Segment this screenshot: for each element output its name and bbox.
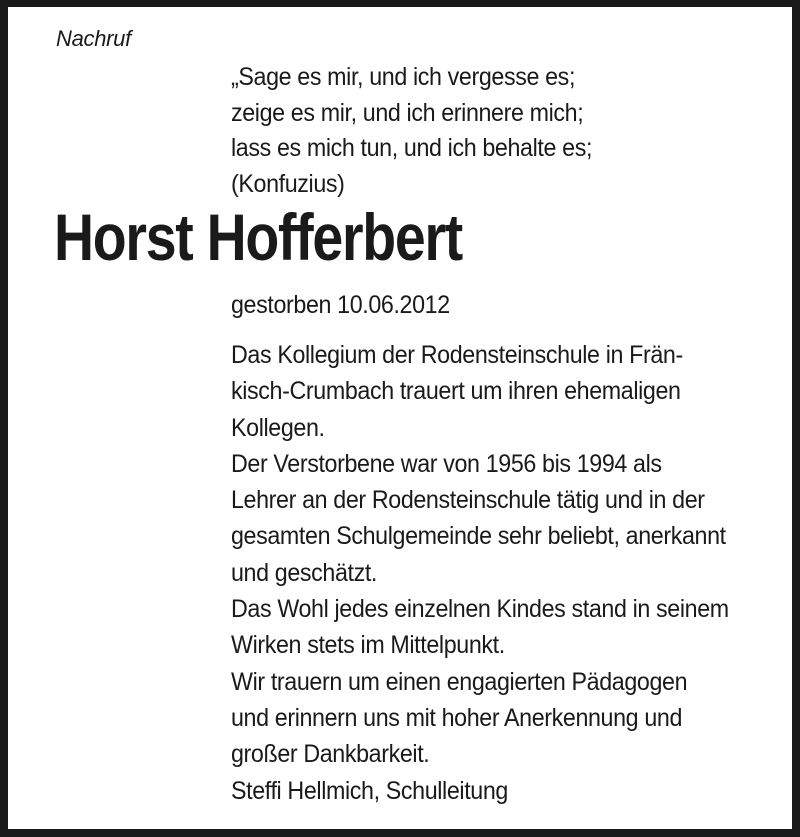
body-line: Das Kollegium der Rodensteinschule in Frän- [231,341,683,369]
body-line: Der Verstorbene war von 1956 bis 1994 als [231,449,662,478]
body-line: Wir trauern um einen engagierten Pädagogen [231,667,688,696]
death-date: gestorben 10.06.2012 [231,291,450,319]
deceased-name: Horst Hofferbert [54,200,462,274]
quote-attribution: (Konfuzius) [231,169,345,198]
body-line: und erinnern uns mit hoher Anerkennung und [231,703,683,732]
body-line: gesamten Schulgemeinde sehr beliebt, anerkannt [231,522,726,551]
quote-line: „Sage es mir, und ich vergesse es; [231,63,576,91]
body-line: kisch-Crumbach trauert um ihren ehemaligen [231,377,681,406]
signature-line: Steffi Hellmich, Schulleitung [231,776,508,805]
body-line: und geschätzt. [231,558,378,587]
body-line: großer Dankbarkeit. [231,740,430,769]
body-line: Kollegen. [231,413,325,442]
obituary-body [231,337,729,809]
quote-line: zeige es mir, und ich erinnere mich; [231,98,584,127]
body-line: Das Wohl jedes einzelnen Kindes stand in seinem [231,595,729,624]
body-line: Wirken stets im Mittelpunkt. [231,631,505,660]
quote-line: lass es mich tun, und ich behalte es; [231,134,593,162]
quote-block [231,60,592,202]
body-line: Lehrer an der Rodensteinschule tätig und in der [231,486,705,515]
notice-label: Nachruf [56,26,131,51]
